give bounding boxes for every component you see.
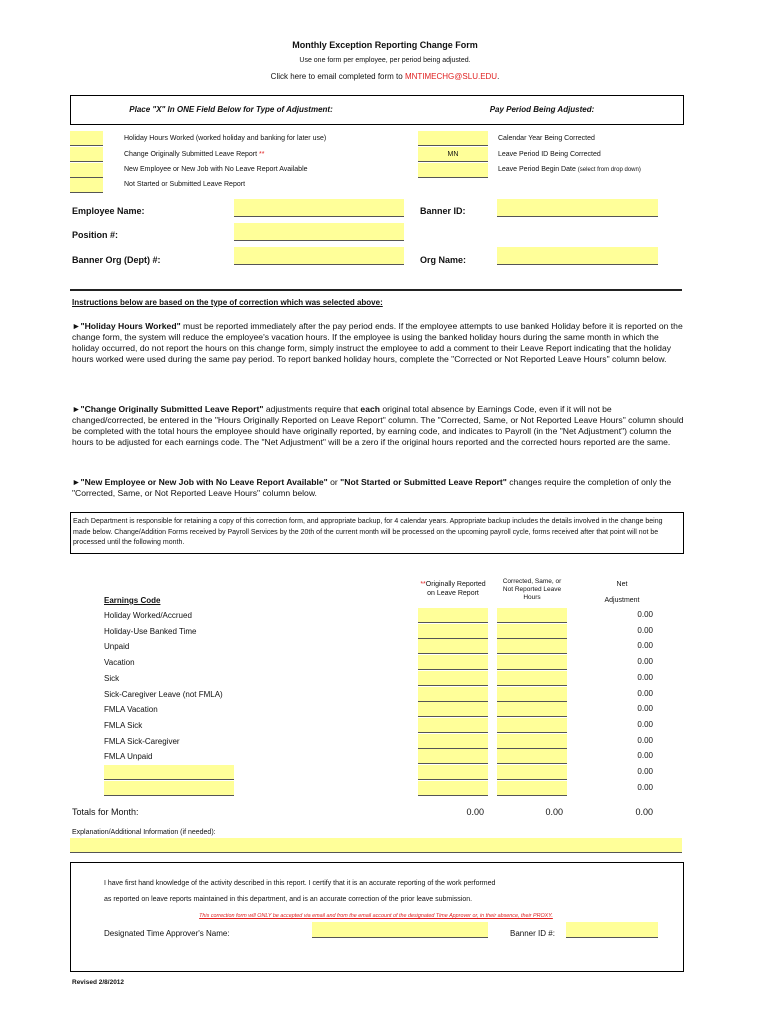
instructions-heading: Instructions below are based on the type of correction which was selected above: — [72, 298, 383, 307]
retention-notice-text: Each Department is responsible for retaining a copy of this correction form, and appropriate backup, for 4 calendar years. Appropriate backup includes the details involved in the change being made below. Change/Addition Forms received by Payroll Services by the 20th of the current month will be processed on the upcoming payroll cycle, forms received after that point will not be processed until the following month. — [73, 518, 663, 546]
corrected-hours-field[interactable] — [497, 655, 567, 670]
net-adjustment-value: 0.00 — [637, 736, 653, 745]
explanation-field[interactable] — [70, 838, 682, 853]
original-hours-field[interactable] — [418, 765, 488, 780]
leave-period-begin-field[interactable] — [418, 163, 488, 178]
net-adjustment-value: 0.00 — [637, 689, 653, 698]
earnings-code-label: Vacation — [104, 658, 135, 667]
net-adjustment-value: 0.00 — [637, 783, 653, 792]
corrected-hours-field[interactable] — [497, 781, 567, 796]
original-hours-field[interactable] — [418, 749, 488, 764]
earnings-code-label: Holiday-Use Banked Time — [104, 627, 197, 636]
position-label: Position #: — [72, 230, 119, 240]
org-name-label: Org Name: — [420, 255, 467, 265]
option-new-employee-label: New Employee or New Job with No Leave Report Available — [124, 166, 308, 173]
certification-line2: as reported on leave reports maintained in this department, and is an accurate correction of the prior leave submission. — [104, 896, 473, 903]
email-link[interactable]: MNTIMECHG@SLU.EDU — [404, 72, 498, 81]
original-hours-field[interactable] — [418, 781, 488, 796]
retention-notice-box — [70, 512, 684, 554]
approver-banner-field[interactable] — [566, 922, 658, 938]
net-adjustment-value: 0.00 — [637, 704, 653, 713]
total-net: 0.00 — [635, 807, 653, 817]
leave-period-begin-label — [498, 166, 641, 173]
earnings-code-heading: Earnings Code — [104, 596, 161, 605]
corrected-hours-field[interactable] — [497, 624, 567, 639]
col-original-text: Originally Reported on Leave Report — [425, 581, 486, 597]
email-only-warning: This correction form will ONLY be accepted via email and from the email account of the designated Time Approver or, in their absence, their PROXY. — [199, 913, 553, 919]
email-line — [0, 72, 770, 81]
original-hours-field[interactable] — [418, 702, 488, 717]
earnings-code-label: Sick — [104, 674, 120, 683]
corrected-hours-field[interactable] — [497, 671, 567, 686]
org-name-field[interactable] — [497, 247, 658, 265]
banner-id-field[interactable] — [497, 199, 658, 217]
corrected-hours-field[interactable] — [497, 749, 567, 764]
corrected-hours-field[interactable] — [497, 639, 567, 654]
calendar-year-label: Calendar Year Being Corrected — [498, 135, 595, 142]
instruction-change-title: ►"Change Originally Submitted Leave Report" — [72, 404, 264, 414]
instruction-new-text: changes require the completion of only the "Corrected, Same, or Not Reported Leave Hours" column below. — [72, 477, 672, 498]
original-hours-field[interactable] — [418, 655, 488, 670]
employee-name-label: Employee Name: — [72, 206, 145, 216]
email-suffix: . — [497, 72, 500, 81]
earnings-code-label: FMLA Sick-Caregiver — [104, 737, 180, 746]
banner-org-field[interactable] — [234, 247, 404, 265]
earnings-code-field[interactable] — [104, 781, 234, 796]
corrected-hours-field[interactable] — [497, 765, 567, 780]
original-hours-field[interactable] — [418, 671, 488, 686]
instruction-change-each: each — [360, 404, 381, 414]
instruction-holiday — [72, 321, 684, 365]
earnings-code-label: Sick-Caregiver Leave (not FMLA) — [104, 690, 223, 699]
revised-date: Revised 2/8/2012 — [72, 979, 125, 986]
net-adjustment-value: 0.00 — [637, 657, 653, 666]
earnings-code-label: FMLA Unpaid — [104, 752, 153, 761]
earnings-code-label: Holiday Worked/Accrued — [104, 611, 192, 620]
col-corrected-header: Corrected, Same, or Not Reported Leave Hours — [502, 578, 562, 601]
employee-name-field[interactable] — [234, 199, 404, 217]
leave-period-begin-note: (select from drop down) — [577, 167, 641, 173]
total-original: 0.00 — [466, 807, 484, 817]
option-not-started-label: Not Started or Submitted Leave Report — [124, 181, 246, 188]
leave-period-id-label: Leave Period ID Being Corrected — [498, 151, 601, 158]
instruction-new — [72, 477, 684, 499]
instruction-holiday-text: must be reported immediately after the pay period ends. If the employee attempts to use banked Holiday before it is reported on the change form, the system will reduce the employee's vacation hours. If the employee is using the banked holiday hours during the same month in which the holiday occurred, do not report the hours on this change form, simply instruct the employee to add a comment to their Leave Report indicating that the holiday hours worked were used during the same pay period. To report banked holiday hours, complete the "Corrected or Not Reported Leave Hours" column below. — [72, 321, 683, 364]
instruction-new-title1: ►"New Employee or New Job with No Leave Report Available" — [72, 477, 328, 487]
original-hours-field[interactable] — [418, 608, 488, 623]
approver-name-field[interactable] — [312, 922, 488, 938]
original-hours-field[interactable] — [418, 624, 488, 639]
net-adjustment-value: 0.00 — [637, 610, 653, 619]
option-change-text: Change Originally Submitted Leave Report — [124, 151, 258, 158]
form-subtitle: Use one form per employee, per period being adjusted. — [299, 57, 471, 64]
net-adjustment-value: 0.00 — [637, 767, 653, 776]
adjustment-header-box — [70, 95, 684, 125]
email-prefix: Click here to email completed form to — [270, 72, 405, 81]
explanation-label: Explanation/Additional Information (if needed): — [72, 829, 216, 836]
totals-label: Totals for Month: — [72, 807, 139, 817]
original-hours-field[interactable] — [418, 639, 488, 654]
banner-id-label: Banner ID: — [420, 206, 466, 216]
corrected-hours-field[interactable] — [497, 608, 567, 623]
earnings-code-label: Unpaid — [104, 642, 130, 651]
earnings-code-field[interactable] — [104, 765, 234, 780]
earnings-code-label: FMLA Vacation — [104, 705, 158, 714]
corrected-hours-field[interactable] — [497, 718, 567, 733]
option-holiday-label: Holiday Hours Worked (worked holiday and banking for later use) — [124, 135, 327, 142]
certification-line1: I have first hand knowledge of the activity described in this report. I certify that it is an accurate reporting of the work performed — [104, 880, 496, 887]
approver-banner-label: Banner ID #: — [510, 929, 555, 938]
col-original-mark: ** — [420, 581, 426, 588]
original-hours-field[interactable] — [418, 734, 488, 749]
section-divider — [70, 289, 682, 291]
corrected-hours-field[interactable] — [497, 702, 567, 717]
net-adjustment-value: 0.00 — [637, 626, 653, 635]
instruction-change-text2: original total absence by Earnings Code, even if it will not be changed/corrected, be entered in the "Hours Originally Reported on Leave Report" column. The "Corrected, Same, or Not Reported Leave Hours" column should be completed with the total hours the employee should have originally reported, by earning code, and indicates to Payroll (in the "Net Adjustment") column the hours to be adjusted for each earnings code. The "Net Adjustment" will be a zero if the original hours reported and the corrected hours reported are the same. — [72, 404, 684, 447]
adjustment-type-header: Place "X" In ONE Field Below for Type of Adjustment: — [129, 105, 333, 114]
original-hours-field[interactable] — [418, 718, 488, 733]
col-net-header-a: Net — [616, 581, 628, 588]
position-field[interactable] — [234, 223, 404, 241]
option-change-label — [124, 151, 264, 158]
total-corrected: 0.00 — [545, 807, 563, 817]
option-holiday-checkbox[interactable] — [70, 131, 103, 146]
instruction-new-title2: "Not Started or Submitted Leave Report" — [340, 477, 507, 487]
net-adjustment-value: 0.00 — [637, 673, 653, 682]
leave-period-begin-text: Leave Period Begin Date — [498, 166, 576, 173]
leave-period-id-field[interactable]: MN — [418, 147, 488, 162]
approver-name-label: Designated Time Approver's Name: — [104, 929, 230, 938]
col-net-header-b: Adjustment — [604, 597, 640, 604]
instruction-change — [72, 404, 684, 448]
col-original-header — [418, 580, 488, 598]
net-adjustment-value: 0.00 — [637, 751, 653, 760]
form-title: Monthly Exception Reporting Change Form — [292, 40, 478, 50]
instruction-change-text1: adjustments require that — [263, 404, 361, 414]
earnings-code-label: FMLA Sick — [104, 721, 143, 730]
option-not-started-checkbox[interactable] — [70, 178, 103, 193]
instruction-holiday-title: ►"Holiday Hours Worked" — [72, 321, 181, 331]
corrected-hours-field[interactable] — [497, 734, 567, 749]
option-change-checkbox[interactable] — [70, 147, 103, 162]
calendar-year-field[interactable] — [418, 131, 488, 146]
pay-period-header: Pay Period Being Adjusted: — [489, 105, 595, 114]
net-adjustment-value: 0.00 — [637, 720, 653, 729]
option-new-employee-checkbox[interactable] — [70, 163, 103, 178]
original-hours-field[interactable] — [418, 687, 488, 702]
net-adjustment-value: 0.00 — [637, 641, 653, 650]
corrected-hours-field[interactable] — [497, 687, 567, 702]
option-change-mark: ** — [259, 151, 265, 158]
banner-org-label: Banner Org (Dept) #: — [72, 255, 161, 265]
instruction-new-or: or — [327, 477, 341, 487]
